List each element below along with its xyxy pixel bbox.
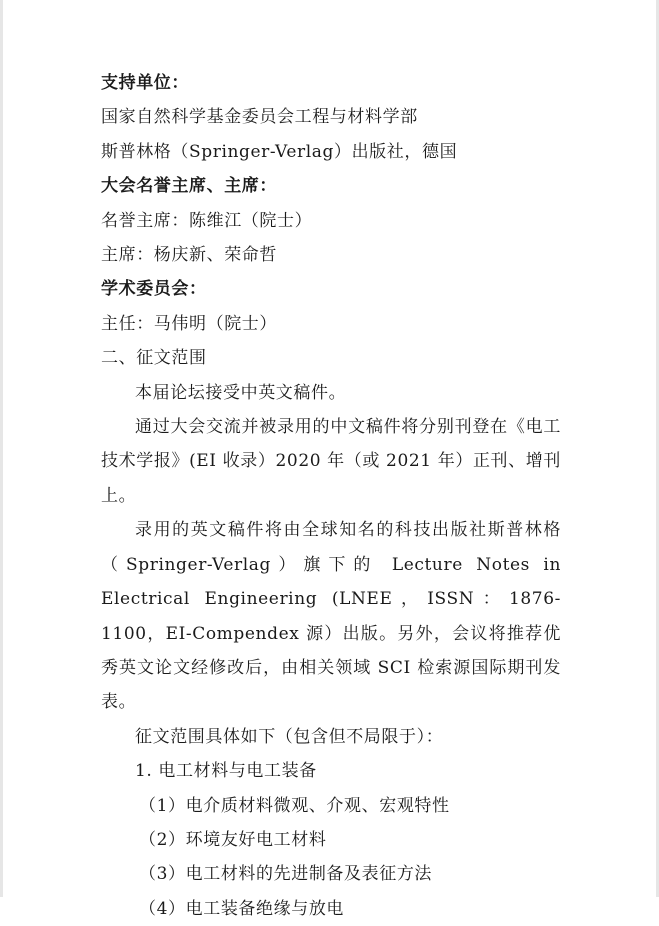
- topic-item: （2）环境友好电工材料: [139, 829, 327, 850]
- topic-item: （1）电介质材料微观、介观、宏观特性: [139, 795, 450, 816]
- topic-item: （4）电工装备绝缘与放电: [139, 898, 345, 919]
- topic-item: （3）电工材料的先进制备及表征方法: [139, 864, 433, 885]
- page-edge-left: [0, 0, 3, 897]
- support-line-1: 国家自然科学基金委员会工程与材料学部: [101, 107, 418, 128]
- call-paragraph-3: 录用的英文稿件将由全球知名的科技出版社斯普林格（Springer-Verlag）旗下的 Lecture Notes in Electrical Engineering (LNEE，ISSN：1876-1100，EI-Compendex 源）出版。另外，会议将推荐优秀英文论文经修改后，由相关领域 SCI 检索源国际期刊发表。: [101, 520, 561, 713]
- chair: 主席：杨庆新、荣命哲: [101, 245, 277, 266]
- topic-1-heading: 1. 电工材料与电工装备: [135, 761, 317, 782]
- honorary-chair: 名誉主席：陈维江（院士）: [101, 210, 313, 231]
- committee-heading: 学术委员会：: [101, 279, 207, 300]
- call-paragraph-1: 本届论坛接受中英文稿件。: [135, 382, 347, 403]
- call-section-heading: 二、征文范围: [101, 348, 207, 369]
- support-heading: 支持单位：: [101, 73, 189, 93]
- document-content: [101, 66, 571, 926]
- call-paragraph-2: 通过大会交流并被录用的中文稿件将分别刊登在《电工技术学报》(EI 收录）2020 年（或 2021 年）正刊、增刊上。: [101, 417, 561, 506]
- call-paragraph-4: 征文范围具体如下（包含但不局限于）：: [135, 726, 444, 747]
- support-line-2: 斯普林格（Springer-Verlag）出版社，德国: [101, 141, 458, 162]
- committee-director: 主任：马伟明（院士）: [101, 313, 277, 334]
- chairs-heading: 大会名誉主席、主席：: [101, 176, 277, 197]
